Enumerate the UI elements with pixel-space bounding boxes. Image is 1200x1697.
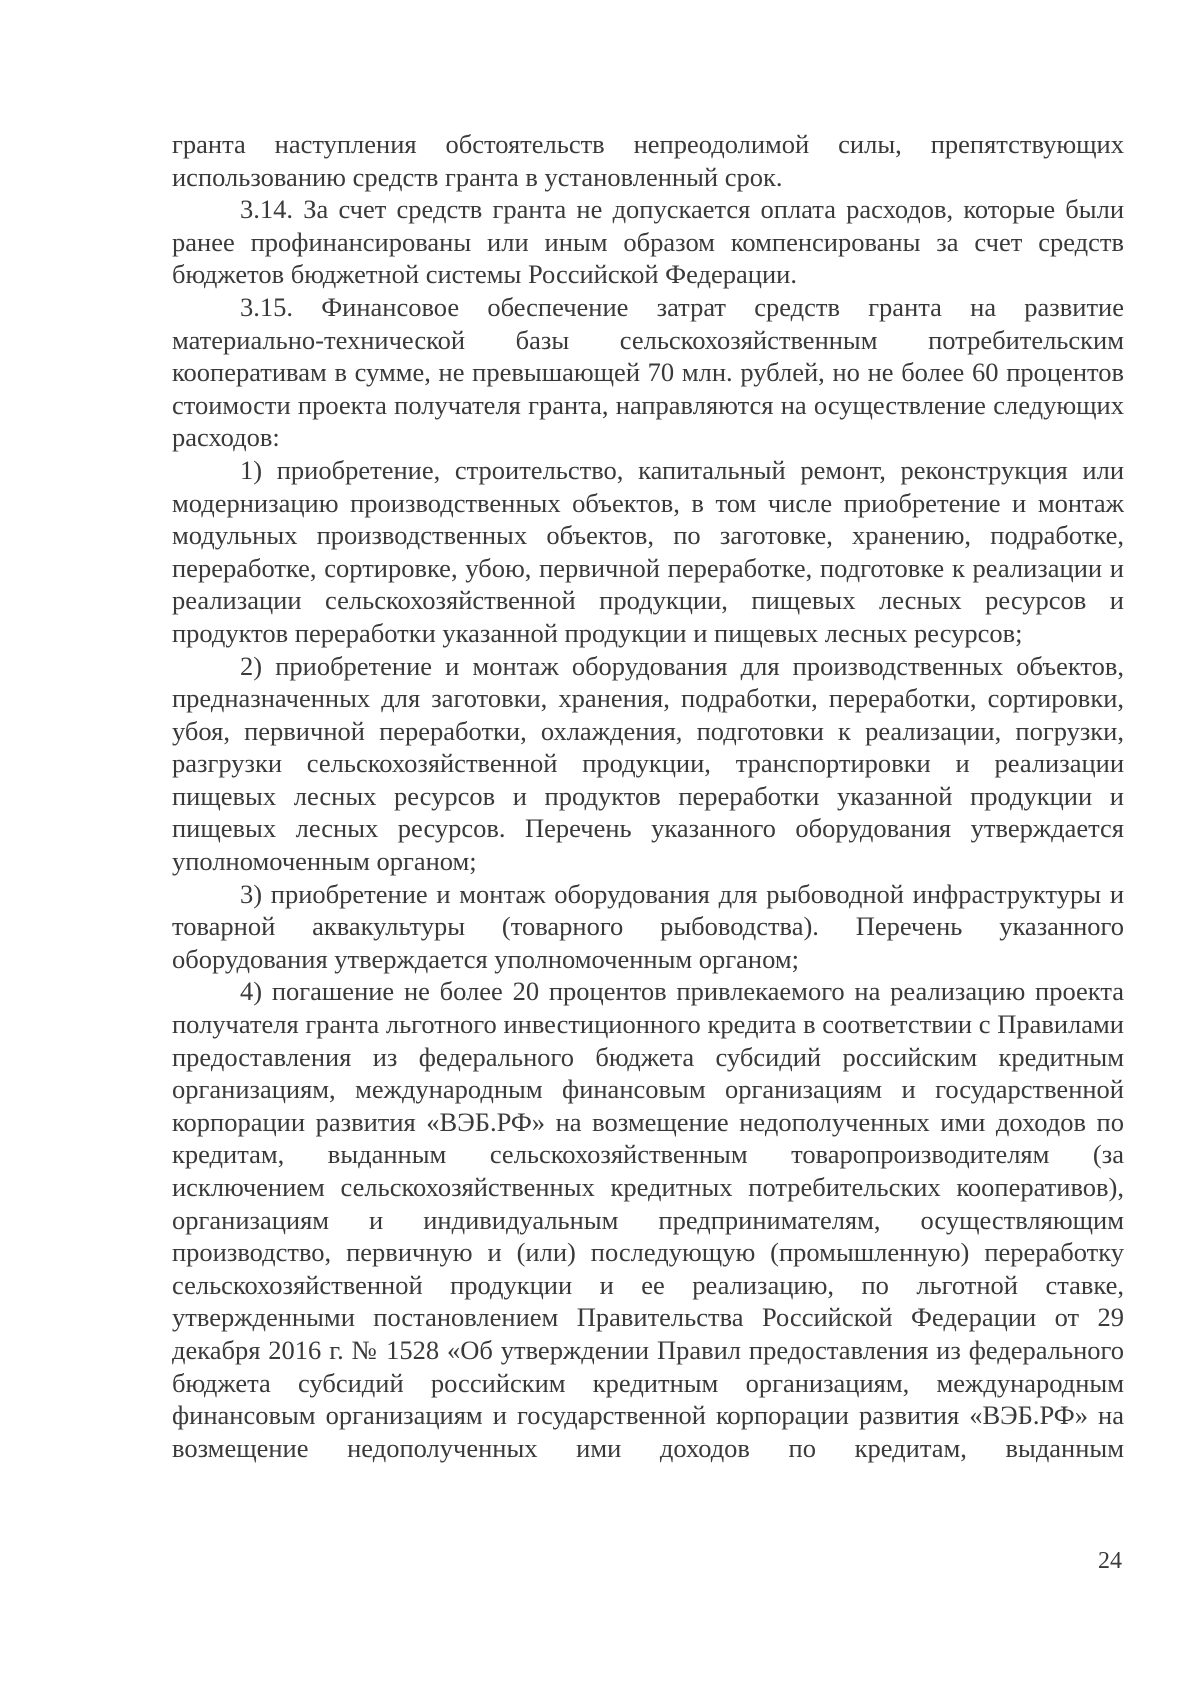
- list-item-1: 1) приобретение, строительство, капитальный ремонт, реконструкция или модернизацию производственных объектов, в том числе приобретение и монтаж модульных производственных объектов, по заготовке, хранению, подработке, переработке, сортировке, убою, первичной переработке, подготовке к реализации и реализации сельскохозяйственной продукции, пищевых лесных ресурсов и продуктов переработки указанной продукции и пищевых лесных ресурсов;: [172, 454, 1124, 648]
- document-body: [172, 128, 1124, 1464]
- paragraph-3-15: 3.15. Финансовое обеспечение затрат средств гранта на развитие материально-технической базы сельскохозяйственным потребительским кооперативам в сумме, не превышающей 70 млн. рублей, но не более 60 процентов стоимости проекта получателя гранта, направляются на осуществление следующих расходов:: [172, 291, 1124, 453]
- paragraph-continuation: гранта наступления обстоятельств непреодолимой силы, препятствующих использованию средств гранта в установленный срок.: [172, 129, 1124, 192]
- list-item-4: 4) погашение не более 20 процентов привлекаемого на реализацию проекта получателя гранта льготного инвестиционного кредита в соответствии с Правилами предоставления из федерального бюджета субсидий российским кредитным организациям, международным финансовым организациям и государственной корпорации развития «ВЭБ.РФ» на возмещение недополученных ими доходов по кредитам, выданным сельскохозяйственным товаропроизводителям (за исключением сельскохозяйственных кредитных потребительских кооперативов), организациям и индивидуальным предпринимателям, осуществляющим производство, первичную и (или) последующую (промышленную) переработку сельскохозяйственной продукции и ее реализацию, по льготной ставке, утвержденными постановлением Правительства Российской Федерации от 29 декабря 2016 г. № 1528 «Об утверждении Правил предоставления из федерального бюджета субсидий российским кредитным организациям, международным финансовым организациям и государственной корпорации развития «ВЭБ.РФ» на возмещение недополученных ими доходов по кредитам, выданным: [172, 976, 1124, 1463]
- paragraph-3-14: 3.14. За счет средств гранта не допускается оплата расходов, которые были ранее профинансированы или иным образом компенсированы за счет средств бюджетов бюджетной системы Российской Федерации.: [172, 194, 1124, 290]
- page-number: 24: [1098, 1548, 1122, 1574]
- list-item-3: 3) приобретение и монтаж оборудования для рыбоводной инфраструктуры и товарной аквакультуры (товарного рыбоводства). Перечень указанного оборудования утверждается уполномоченным органом;: [172, 878, 1124, 974]
- list-item-2: 2) приобретение и монтаж оборудования для производственных объектов, предназначенных для заготовки, хранения, подработки, переработки, сортировки, убоя, первичной переработки, охлаждения, подготовки к реализации, погрузки, разгрузки сельскохозяйственной продукции, транспортировки и реализации пищевых лесных ресурсов и продуктов переработки указанной продукции и пищевых лесных ресурсов. Перечень указанного оборудования утверждается уполномоченным органом;: [172, 650, 1124, 877]
